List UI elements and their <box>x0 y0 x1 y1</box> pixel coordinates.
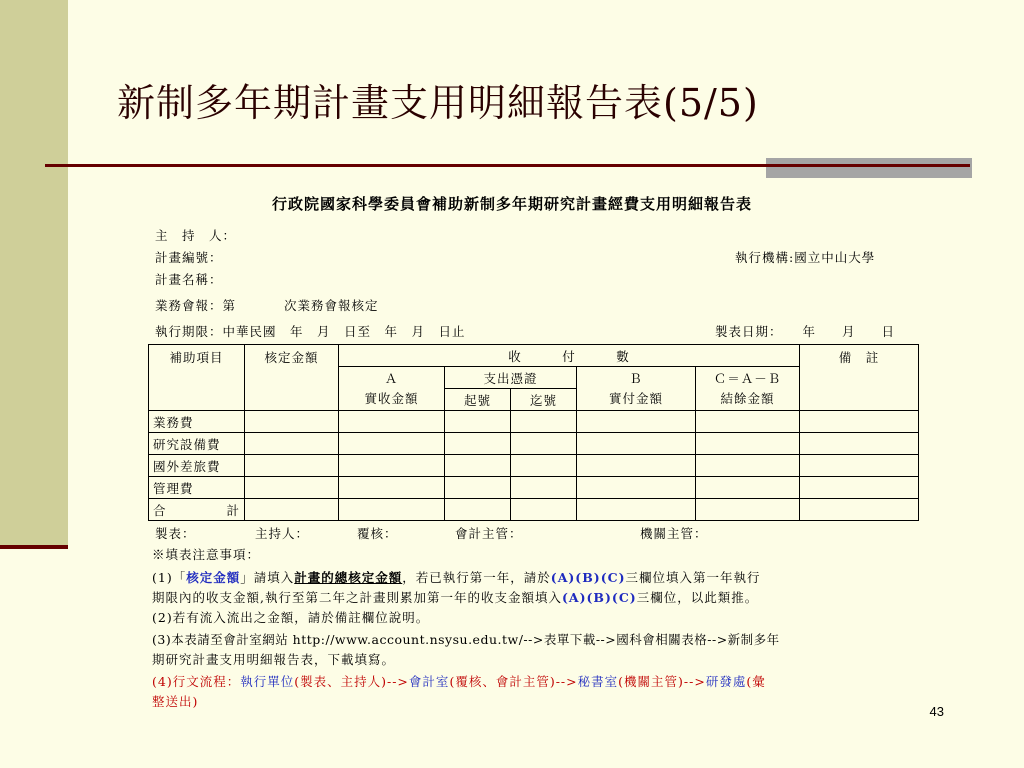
table-row <box>149 433 919 455</box>
date-month: 月 <box>842 324 856 339</box>
note-2: (2)若有流入流出之金額，請於備註欄位說明。 <box>152 610 430 625</box>
note-1-line2-c: 三欄位，以此類推。 <box>636 590 759 605</box>
note-4-i: (彙 <box>746 674 766 689</box>
table-cell[interactable] <box>339 499 445 521</box>
table-cell[interactable] <box>245 433 339 455</box>
sig-preparer: 製表： <box>155 526 196 541</box>
note-4-line2: 整送出) <box>152 694 199 709</box>
table-cell[interactable] <box>511 499 577 521</box>
note-4-h: 研發處 <box>705 674 747 689</box>
table-cell[interactable] <box>511 455 577 477</box>
pi-label: 主 持 人： <box>155 228 237 243</box>
decorative-side-bar <box>0 0 68 545</box>
note-1-f: (A)(B)(C) <box>550 570 626 585</box>
title-rule <box>45 164 970 167</box>
header-end-no: 迄號 <box>511 389 577 411</box>
header-b <box>577 367 696 411</box>
header-c-formula: Ｃ＝Ａ－Ｂ <box>713 370 782 386</box>
date-year: 年 <box>802 324 817 339</box>
table-cell[interactable] <box>245 477 339 499</box>
row-label: 國外差旅費 <box>149 455 245 477</box>
sig-agency: 機關主管： <box>640 526 708 541</box>
note-1-e: ，若已執行第一年，請於 <box>402 570 551 585</box>
plan-name-label: 計畫名稱： <box>155 272 223 287</box>
note-4-d: 會計室 <box>408 674 450 689</box>
table-cell[interactable] <box>445 455 511 477</box>
note-1-line2-a: 期限內的收支金額,執行至第二年之計畫則累加第一年的收支金額填入 <box>152 590 562 605</box>
header-item: 補助項目 <box>149 345 245 411</box>
total-label-a: 合 <box>153 502 167 518</box>
table-cell[interactable] <box>577 477 696 499</box>
meeting-label <box>155 296 379 314</box>
meeting-suffix: 次業務會報核定 <box>284 298 379 313</box>
note-1-line2 <box>152 588 758 606</box>
institution: 執行機構:國立中山大學 <box>735 250 876 265</box>
row-label: 管理費 <box>149 477 245 499</box>
header-vouchers: 支出憑證 <box>445 367 577 389</box>
table-cell[interactable] <box>696 433 800 455</box>
table-cell[interactable] <box>511 411 577 433</box>
table-row <box>149 455 919 477</box>
header-remarks: 備 註 <box>800 345 919 411</box>
row-label: 研究設備費 <box>149 433 245 455</box>
note-3-line2: 期研究計畫支用明細報告表，下載填寫。 <box>152 652 396 667</box>
table-row <box>149 477 919 499</box>
meeting-prefix: 業務會報：第 <box>155 298 237 313</box>
row-label: 業務費 <box>149 411 245 433</box>
page-number: 43 <box>929 704 944 719</box>
table-cell[interactable] <box>800 433 919 455</box>
table-cell[interactable] <box>696 455 800 477</box>
date-label <box>715 322 895 340</box>
table-cell[interactable] <box>445 433 511 455</box>
table-cell[interactable] <box>577 433 696 455</box>
header-a-letter: Ａ <box>384 370 399 386</box>
table-cell[interactable] <box>800 477 919 499</box>
total-label-b: 計 <box>226 502 240 518</box>
table-cell[interactable] <box>696 411 800 433</box>
header-approved: 核定金額 <box>245 345 339 411</box>
table-cell[interactable] <box>696 477 800 499</box>
sig-reviewer: 覆核： <box>357 526 398 541</box>
period-label: 執行期限：中華民國 年 月 日至 年 月 日止 <box>155 324 466 339</box>
note-1-b: 核定金額 <box>186 570 241 585</box>
table-cell[interactable] <box>800 499 919 521</box>
note-1-line2-b: (A)(B)(C) <box>561 590 637 605</box>
notes-header: ※填表注意事項： <box>152 547 261 562</box>
header-b-label: 實付金額 <box>608 390 663 406</box>
table-cell[interactable] <box>511 433 577 455</box>
table-cell[interactable] <box>445 477 511 499</box>
total-label <box>149 499 245 521</box>
header-c <box>696 367 800 411</box>
header-c-label: 結餘金額 <box>720 390 775 406</box>
form-heading: 行政院國家科學委員會補助新制多年期研究計畫經費支用明細報告表 <box>271 195 752 213</box>
table-cell[interactable] <box>577 455 696 477</box>
note-4-c: (製表、主持人)--> <box>294 674 409 689</box>
table-cell[interactable] <box>245 411 339 433</box>
table-cell[interactable] <box>339 433 445 455</box>
expense-table <box>148 344 919 521</box>
table-cell[interactable] <box>577 411 696 433</box>
table-cell[interactable] <box>245 499 339 521</box>
table-cell[interactable] <box>339 411 445 433</box>
note-1-a: (1)「 <box>152 570 187 585</box>
header-a-label: 實收金額 <box>364 390 419 406</box>
note-4 <box>152 672 766 690</box>
table-cell[interactable] <box>800 455 919 477</box>
date-day: 日 <box>881 324 896 339</box>
note-3: (3)本表請至會計室網站 http://www.account.nsysu.edu.tw/-->表單下載-->國科會相關表格-->新制多年 <box>152 632 780 647</box>
plan-no-label: 計畫編號： <box>155 250 223 265</box>
table-cell[interactable] <box>245 455 339 477</box>
title-rule-accent <box>766 158 972 178</box>
table-cell[interactable] <box>445 499 511 521</box>
note-4-a: (4)行文流程： <box>152 674 241 689</box>
note-1 <box>152 568 761 586</box>
table-cell[interactable] <box>696 499 800 521</box>
header-a <box>339 367 445 411</box>
table-cell[interactable] <box>577 499 696 521</box>
header-start-no: 起號 <box>445 389 511 411</box>
slide-title: 新制多年期計畫支用明細報告表(5/5) <box>117 81 759 125</box>
table-cell[interactable] <box>800 411 919 433</box>
note-4-b: 執行單位 <box>240 674 295 689</box>
table-cell[interactable] <box>511 477 577 499</box>
table-cell[interactable] <box>339 455 445 477</box>
note-1-c: 」請填入 <box>240 570 295 585</box>
side-bar-underline <box>0 545 68 549</box>
table-cell[interactable] <box>339 477 445 499</box>
note-4-f: 秘書室 <box>577 674 619 689</box>
note-1-g: 三欄位填入第一年執行 <box>625 570 761 585</box>
total-row <box>149 499 919 521</box>
header-receipts: 收 付 數 <box>339 345 800 367</box>
note-1-d: 計畫的總核定金額 <box>294 570 403 585</box>
note-4-g: (機關主管)--> <box>618 674 706 689</box>
table-row <box>149 411 919 433</box>
header-b-letter: Ｂ <box>629 370 643 386</box>
note-4-e: (覆核、會計主管)--> <box>449 674 578 689</box>
date-label-text: 製表日期： <box>715 324 783 339</box>
sig-accounting: 會計主管： <box>455 526 523 541</box>
sig-pi: 主持人： <box>255 526 310 541</box>
table-cell[interactable] <box>445 411 511 433</box>
